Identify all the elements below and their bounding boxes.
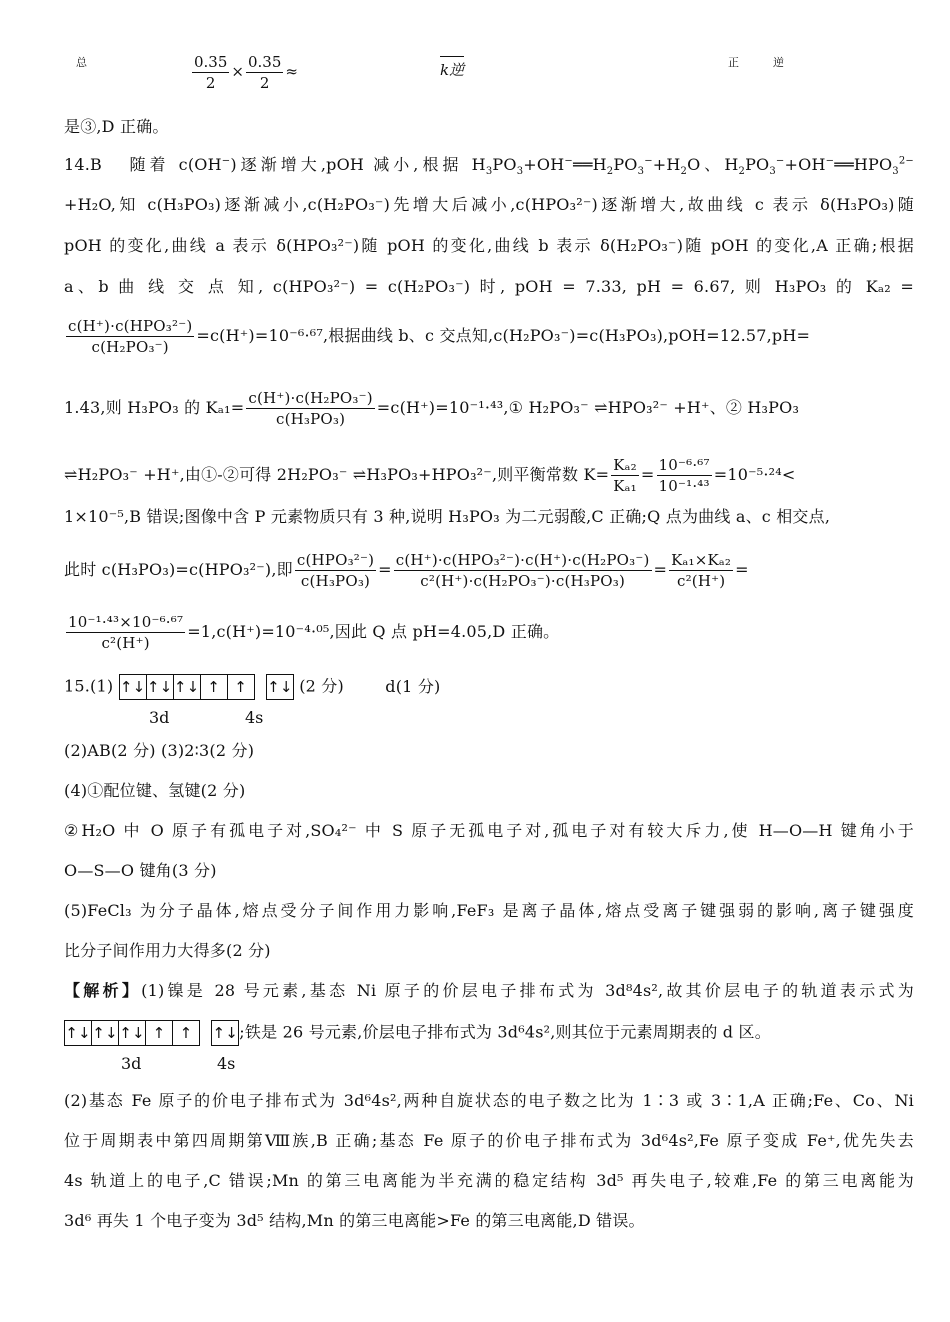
q15-line-4: ②H₂O 中 O 原子有孤电子对,SO₄²⁻ 中 S 原子无孤电子对,孤电子对有较大斥力,使 H—O—H 键角小于 xyxy=(64,821,914,840)
q14-line-4: a、b 曲 线 交 点 知, c(HPO₃²⁻) = c(H₂PO₃⁻) 时, pOH = 7.33, pH = 6.67, 则 H₃PO₃ 的 Kₐ₂ = xyxy=(64,277,914,296)
q15-line-1: 15.(1) ↑↓↑↓↑↓ ↑ ↑ ↑↓ (2 分) d(1 分) xyxy=(64,674,914,700)
orbital-4s-box-ni: ↑↓ xyxy=(211,1020,239,1046)
q15-line-6: (5)FeCl₃ 为分子晶体,熔点受分子间作用力影响,FeF₃ 是离子晶体,熔点受离子键强弱的影响,离子键强度 xyxy=(64,901,914,920)
top-k-reverse: k逆 xyxy=(440,56,464,80)
line-conclusion-13: 是③,D 正确。 xyxy=(64,117,169,136)
label-4s: 4s xyxy=(245,708,264,727)
q15-line-8: 【解析】(1)镍是 28 号元素,基态 Ni 原子的价层电子排布式为 3d⁸4s²,故其价层电子的轨道表示式为 xyxy=(64,981,914,1000)
q15-line-9: ↑↓↑↓↑↓ ↑ ↑ ↑↓;铁是 26 号元素,价层电子排布式为 3d⁶4s²,则其位于元素周期表的 d 区。 xyxy=(64,1020,914,1046)
label-3d: 3d xyxy=(149,708,170,727)
top-fraction: $\frac{0.35}{2}$ × $\frac{0.35}{2}$ ≈ xyxy=(194,53,298,92)
orbital-4s-box: ↑↓ xyxy=(266,674,294,700)
q14-line-5: $\frac{\text{c(H⁺)·c(HPO₃²⁻)}}{\text{c(H₂PO₃⁻)}}$ =c(H⁺)=10⁻⁶·⁶⁷,根据曲线 b、c 交点知,c(H₂PO₃⁻)=c(H₃PO₃),pOH=12.57,pH= xyxy=(68,317,811,356)
q14-line-1: 14.B 随着 c(OH−)逐渐增大,pOH 减小,根据 $H_3PO_3+OH^-══H_2PO_3^-+H_2O$、$H_2PO_3^-+OH^-══HPO_3^{2-}$ xyxy=(64,155,915,178)
q14-line-2: +H₂O,知 c(H₃PO₃)逐渐减小,c(H₂PO₃⁻)先增大后减小,c(HPO₃²⁻)逐渐增大,故曲线 c 表示 δ(H₃PO₃)随 xyxy=(64,195,914,214)
label-4s-ni: 4s xyxy=(217,1054,236,1073)
label-3d-ni: 3d xyxy=(121,1054,142,1073)
q15-line-2: (2)AB(2 分) (3)2∶3(2 分) xyxy=(64,741,255,760)
q15-line-11: 位于周期表中第四周期第Ⅷ族,B 正确;基态 Fe 原子的价电子排布式为 3d⁶4s²,Fe 原子变成 Fe⁺,优先失去 xyxy=(64,1131,914,1150)
q15-line-13: 3d⁶ 再失 1 个电子变为 3d⁵ 结构,Mn 的第三电离能>Fe 的第三电离能,D 错误。 xyxy=(64,1211,645,1230)
q14-line-8: 1×10⁻⁵,B 错误;图像中含 P 元素物质只有 3 种,说明 H₃PO₃ 为二元弱酸,C 正确;Q 点为曲线 a、c 相交点, xyxy=(64,507,831,526)
q15-line-3: (4)①配位键、氢键(2 分) xyxy=(64,781,246,800)
q14-line-7: ⇌H₂PO₃⁻ +H⁺,由①-②可得 2H₂PO₃⁻ ⇌H₃PO₃+HPO₃²⁻,则平衡常数 K= $\frac{\text{Kₐ₂}}{\text{Kₐ₁}}$ = $\frac{\text{10⁻⁶·⁶⁷}}{\text{10⁻¹·⁴³}}$ =10⁻⁵·²⁴< xyxy=(64,456,796,495)
q15-line-7: 比分子间作用力大得多(2 分) xyxy=(64,941,271,960)
top-fragment-ni: 逆 xyxy=(773,56,784,69)
orbital-3d-boxes: ↑↓↑↓↑↓ ↑ ↑ xyxy=(119,674,255,700)
q15-line-5: O—S—O 键角(3 分) xyxy=(64,861,217,880)
top-fragment-zheng: 正 xyxy=(728,56,739,69)
top-fragment-zong: 总 xyxy=(76,56,87,69)
q15-line-12: 4s 轨道上的电子,C 错误;Mn 的第三电离能为半充满的稳定结构 3d⁵ 再失电子,较难,Fe 的第三电离能为 xyxy=(64,1171,914,1190)
q15-line-10: (2)基态 Fe 原子的价电子排布式为 3d⁶4s²,两种自旋状态的电子数之比为 1∶3 或 3∶1,A 正确;Fe、Co、Ni xyxy=(64,1091,914,1110)
q14-line-9: 此时 c(H₃PO₃)=c(HPO₃²⁻),即 $\frac{\text{c(HPO₃²⁻)}}{\text{c(H₃PO₃)}}$ = $\frac{\text{c(H⁺)·c(HPO₃²⁻)·c(H⁺)·c(H₂PO₃⁻)}}{\text{c²(H⁺)·c(H₂PO₃⁻)·c(H₃PO₃)}}$ = $\frac{\text{Kₐ₁×Kₐ₂}}{\text{c²(H⁺)}}$ = xyxy=(64,551,749,590)
q14-line-10: $\frac{\text{10⁻¹·⁴³×10⁻⁶·⁶⁷}}{\text{c²(H⁺)}}$ =1,c(H⁺)=10⁻⁴·⁰⁵,因此 Q 点 pH=4.05,D 正确。 xyxy=(68,613,560,652)
q14-line-3: pOH 的变化,曲线 a 表示 δ(HPO₃²⁻)随 pOH 的变化,曲线 b 表示 δ(H₂PO₃⁻)随 pOH 的变化,A 正确;根据 xyxy=(64,236,914,255)
orbital-3d-boxes-ni: ↑↓↑↓↑↓ ↑ ↑ xyxy=(64,1020,200,1046)
q14-line-6: 1.43,则 H₃PO₃ 的 Kₐ₁= $\frac{\text{c(H⁺)·c(H₂PO₃⁻)}}{\text{c(H₃PO₃)}}$ =c(H⁺)=10⁻¹·⁴³,① H₂PO₃⁻ ⇌HPO₃²⁻ +H⁺、② H₃PO₃ xyxy=(64,389,800,428)
